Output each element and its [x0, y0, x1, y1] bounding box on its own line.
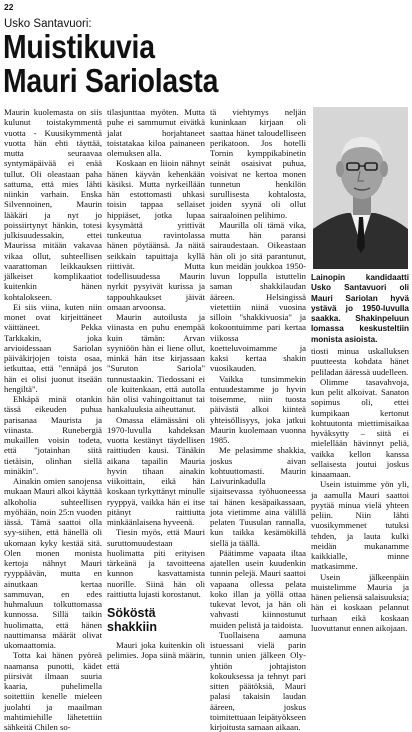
paragraph: tä viehtymys neljän kuninkaan kirjaan oli saattaa hänet taloudelliseen perikatoon. Jos hotelli Tornin kymppikabinetin seinät osaisivat puhua, voisivat ne kertoa monen tunnetun henkilön surullisesta kohtalosta, joiden syynä oli ollut sairaaloinen pelihimo. [210, 107, 306, 220]
body-column-3 [210, 107, 306, 732]
paragraph: Tuollaisena aamuna istuessani vielä parin tunnin unien jälkeen Oly-yhtiön johtajiston kokouksessa ja tehnyt pari sitten päätöksiä, Mauri palasi takaisin laudan ääreen, joskus toimitettuaan leipätyökseen kirjoitusta samaan aikaan. [210, 629, 306, 732]
paragraph: Maurin autoilusta ja viinasta en puhu enempää kuin tämän: Arvan syyniöön hän ei liene ollut, minkä hän itse kirjassaan "Suruton Sariola" tunnustaakin. Tiedossani ei ole kuitenkaan, että autolla hän olisi vahingoittanut tai hankaluuksia aiheuttanut. [107, 312, 205, 415]
paragraph: Ei siis viina, kuten niin monet ovat kirjeittäneet väittäneet. Pekka Tarkkakin, joka arvioidessaan Sariolan päiväkirjojen toista osaa, ietkuttaa, että "ennäpä jos hän ei olisi juonut itseään hengiltä". [4, 301, 102, 394]
paragraph: Päätimme vapaata iltaa ajatellen usein kuudenkin tunnin pelejä. Mauri saattoi vapaana ollessa pelata koko illan ja yöllä ottaa tukevat levot, ja hän oli vahvasti kiinnostunut muiden pelistä ja taidoista. [210, 547, 306, 630]
paragraph: Ainakin omien sanojensa mukaan Mauri alkoi käyttää alkoholia suhteellisen myöhään, noin 25:n vuoden iässä. Tämä saattoi olla syy-siihen, että hänellä oli ukomaan kyky kestää sitä. Olen monen monista kertoja nähnyt Mauri ryyppäävän, mutta en ainutkaan kertaa sammuvan, en edes huhmaluun tolkuttomassa kunnossa. Sillä taikin huolimatta, että hänen nauttimansa määrät olivat ukomaattomia. [4, 476, 102, 650]
paragraph: Ehkäpä minä otankin tässä eikeuden puhua parisanaa Maurista ja viinasta. Runebergiä mukaillen voisin todeta, että "jotainhan siitä tietäisin, olinhan siellä minäkin". [4, 394, 102, 476]
paragraph: Koskaan en liioin nähnyt hänen käyvän kehenkään käsiksi. Mutta nyrkeillään hän estottomasti uhkasi toisin tappaa sellaiset hippiäset, jotka lupaa kysymättä yrittivät tunkeutua ravintolassa hänen pöytäänsä. Ja näitä seikkain tapuittaja kyllä riittivät. Mutta todellisuudessa Maurin nyrkit pysyivät kurissa ja tappouhkaukset jäivät omaan arvoonsa. [107, 158, 205, 312]
paragraph: Tiesin myös, että Mauri suruttomuudestaan huolimatta piti erityisen tärkeänä ja tavoitteena kunnon kasvattamista nuorille. Siinä hän oli raittiutta lujasti korostanut. [107, 527, 205, 599]
paragraph: Maurin kuolemasta on siis kulunut toistakymmentä vuotta - Kuusikymmentä vuotta hän ehti täyttää, mutta seuraavaa syntymäpäivää ei enää tullut. Oli oleastaan paha sattuma, että mies lähti niinkin varhain. Enska Silvennoinen, Maurin lääkäri ja nyt jo poissiirtynyt hänkin, totesi julkisuudessakin, ettei Maurissa mitään vakavaa vikaa ollut, suhteellisen vaarattoman leikkauksen jälkeiset komplikaatiot kuitenkin hänen kohtalokseen. [4, 107, 102, 302]
paragraph: Vaikka tunsimmekin entuudestamme jo hyvin toisemme, niin tuosta päivästä alkoi kiinteä yhteisöllisyys, joka jatkui Maurin kuolemaan vuonna 1985. [210, 373, 306, 445]
photo-caption: Lainopin kandidaatti Usko Santavuori oli Mauri Sariolan hyvä ystävä jo 1950-luvulla saakka. Shakinpeluun lomassa keskusteltiin monista asioista. [311, 273, 409, 344]
page-number: 22 [4, 2, 14, 12]
paragraph: Me pelasimme shakkia, joskus aivan kohtuuttomasti. Maurin Laivurinkadulla sijaitsevassa työhuoneessa tai hänen kesäpaikassaan, jota vietimme aina välillä pelaten Tuusulan rannalla, kun taikka kesämökillä siellä ja täällä. [210, 445, 306, 548]
paragraph: tiosti minua uskalluksen puutteesta kohdata hänet peliladan ääressä uudelleen. [311, 346, 409, 377]
headline-line-1: Muistikuvia [3, 28, 155, 65]
paragraph: tilasjunttaa myöten. Mutta puhe ei sammumut eivätkä jalat horjahtaneet toistatakaa kiloa painaneen olemuksen alla. [107, 107, 205, 158]
section-subheading: Sököstä shakkiin [107, 606, 158, 634]
headline-line-2: Mauri Sariolasta [3, 62, 219, 99]
paragraph: Usein jälkeenpäin muistelimme Mauria ja hänen peliensä salaisuuksia; hän ei koskaan pelannut turhaan eikä koskaan luovuttanut ennen aikojaan. [311, 571, 409, 633]
paragraph: Totta kai hänen pyöreä naamansa punotti, kädet piirsivät ilmaan suuria kaaria, puhelimella soitettiin kenelle mieleen juolahti ja maailman mahtimiehille lähetettiin sähkeitä Chilen so- [4, 650, 102, 732]
paragraph: Omassa elämässäni oli 1970-luvulla kahdeksan vuotta kestänyt täydellisen raittiuden kausi. Tänäkin aikana tapailin Mauria hyvin tihaan ainakin viikoittain, eikä hän koskaan tyrkyttänyt minulle ryyppyä, vaikka hän ei itse pitänyt raittiutta minkäänlaisena hyveenä. [107, 414, 205, 527]
paragraph: Mauri joka kuitenkin oli pelimies. Jopa siinä määrin, että [107, 640, 205, 671]
paragraph: Usein istuimme yön yli, ja aamulla Mauri saattoi pyytää minua vielä yhteen peliin. Niin lähti vuosikymmenet tutuksi tehden, ja lauta kulki meidän mukanamme kaikkialle, minne matkasimme. [311, 479, 409, 572]
body-column-1 [4, 107, 102, 732]
article-headline [3, 30, 352, 98]
author-portrait-photo [313, 107, 408, 269]
paragraph: Maurilla oli tämä vika, mutta hän paransi sairaudestaan. Oikeastaan hän oli jo sitä parantunut, kun meidän joukkoa 1950-luvun loppulla istuttelin saman shakkilaudan ääreen. Helsingissä vietettiin niinä vuosina silloin "shakkivuosia" ja kokoontuimme pari kertaa viikossa koetteluvoimamme ja kaksi kertaa shakin vuosikauden. [210, 219, 306, 374]
paragraph: Olimme tasavahvoja, kun pelit alkoivat. Sanaton sopimus oli, ettei kumpikaan kertonut kohtuutonta miettimisaikaa hyväksytty – siitä ei mielellään hävinnyt peliä, vaikka kellon kanssa sellaisesta joutui joskus kinaamaan. [311, 376, 409, 479]
body-column-4 [311, 346, 409, 633]
body-column-2 [107, 107, 205, 671]
author-byline: Usko Santavuori: [4, 18, 92, 30]
